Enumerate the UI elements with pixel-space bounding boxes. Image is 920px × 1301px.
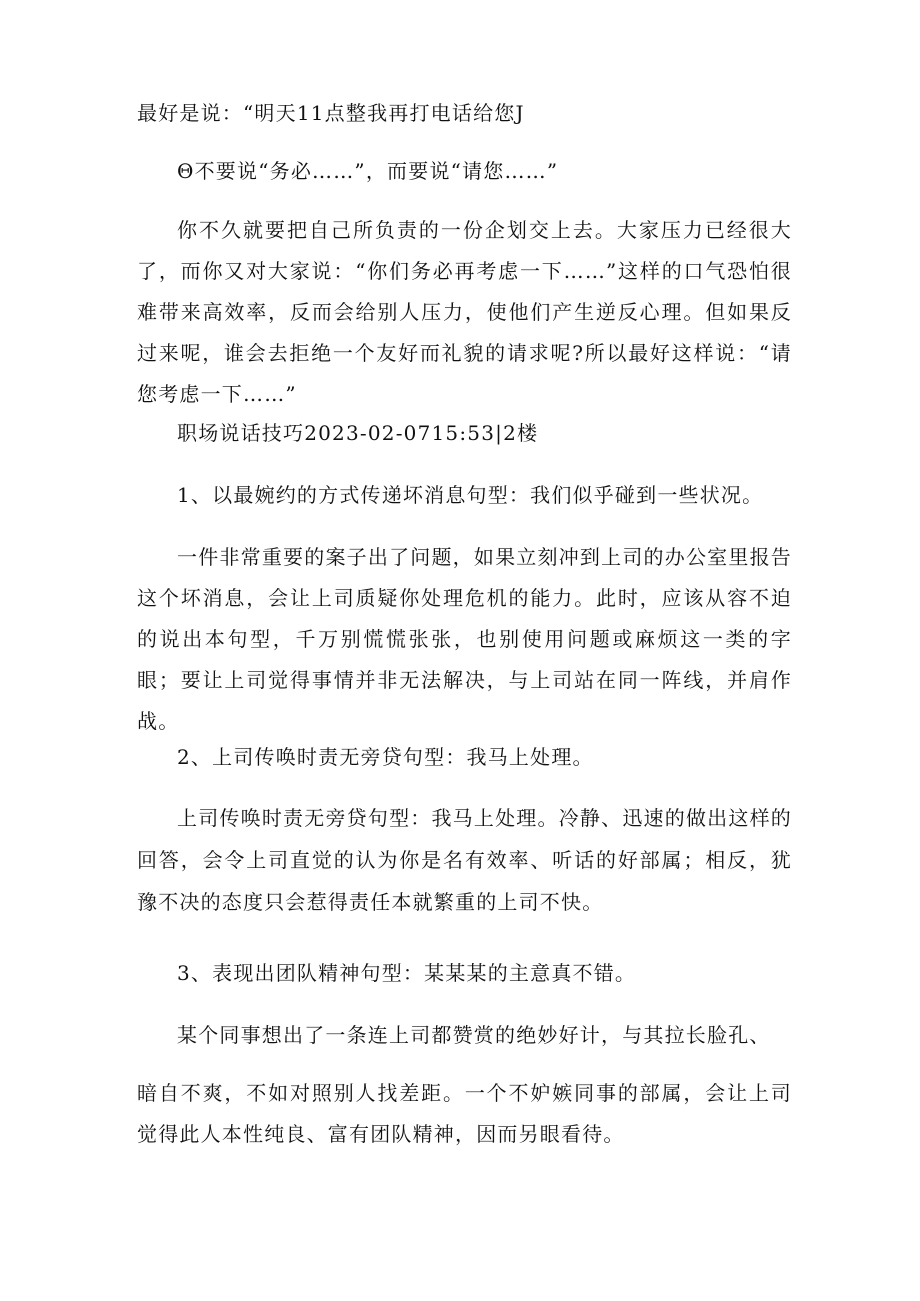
paragraph-tip-1-heading: 1、以最婉约的方式传递坏消息句型：我们似乎碰到一些状况。: [177, 483, 764, 507]
paragraph-tip-3-body-end: 暗自不爽，不如对照别人找差距。一个不妒嫉同事的部属，会让上司觉得此人本性纯良、富有团队精神，因而另眼看待。: [137, 1081, 792, 1146]
paragraph-tip-2-heading: 2、上司传唤时责无旁贷句型：我马上处理。: [177, 745, 594, 769]
paragraph-tip-2-body: 上司传唤时责无旁贷句型：我马上处理。冷静、迅速的做出这样的回答，会令上司直觉的认为你是名有效率、听话的好部属；相反，犹豫不决的态度只会惹得责任本就繁重的上司不快。: [137, 806, 792, 914]
paragraph-tip-1-body: 一件非常重要的案子出了问题，如果立刻冲到上司的办公室里报告这个坏消息，会让上司质疑你处理危机的能力。此时，应该从容不迫的说出本句型，千万别慌慌张张，也别使用问题或麻烦这一类的字眼；要让上司觉得事情并非无法解决，与上司站在同一阵线，并肩作战。: [137, 545, 792, 733]
paragraph-heading-please: Θ不要说“务必……”，而要说“请您……”: [177, 159, 559, 183]
paragraph-tip-3-heading: 3、表现出团队精神句型：某某某的主意真不错。: [177, 961, 637, 985]
paragraph-call-time: 最好是说：“明天11点整我再打电话给您J: [137, 101, 525, 125]
paragraph-plan-pressure: 你不久就要把自己所负责的一份企划交上去。大家压力已经很大了，而你又对大家说：“你们务必再考虑一下……”这样的口气恐怕很难带来高效率，反而会给别人压力，使他们产生逆反心理。但如果反过来呢，谁会去拒绝一个友好而礼貌的请求呢?所以最好这样说：“请您考虑一下……”: [137, 218, 792, 406]
paragraph-post-meta: 职场说话技巧2023-02-0715:53|2楼: [177, 421, 539, 445]
paragraph-tip-3-body-start: 某个同事想出了一条连上司都赞赏的绝妙好计，与其拉长脸孔、: [177, 1023, 771, 1047]
